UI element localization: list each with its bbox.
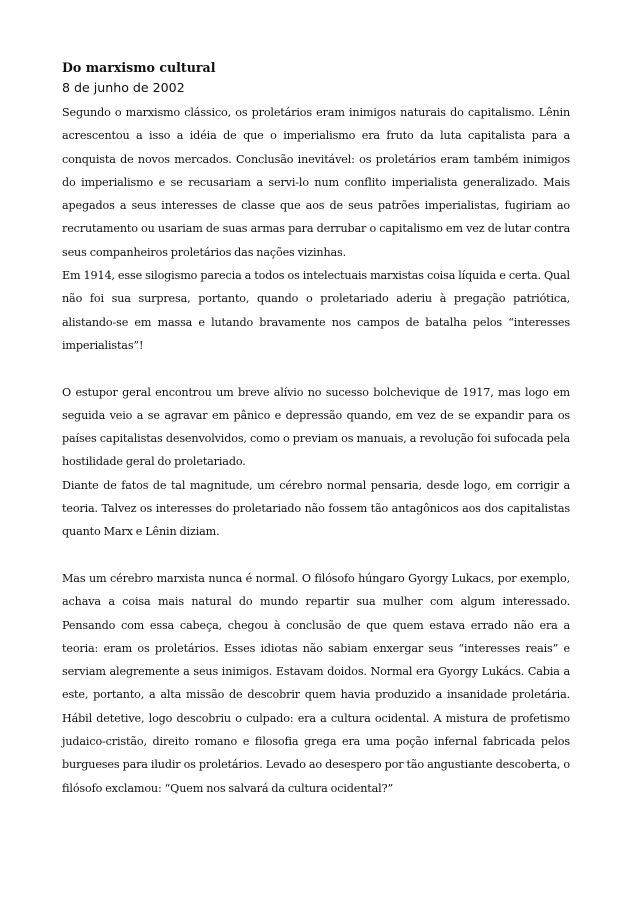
- document-date: 8 de junho de 2002: [62, 80, 185, 95]
- paragraph: Diante de fatos de tal magnitude, um cérebro normal pensaria, desde logo, em corrigir a teoria. Talvez os interesses do proletariado não fossem tão antagônicos aos dos capitalistas quanto Marx e Lênin diziam.: [62, 478, 570, 539]
- paragraph-spacer: [62, 357, 570, 380]
- paragraph: Mas um cérebro marxista nunca é normal. O filósofo húngaro Gyorgy Lukacs, por exemplo, achava a coisa mais natural do mundo repartir sua mulher com algum interessado. Pensando com essa cabeça, chegou à conclusão de que quem estava errado não era a teoria: eram os proletários. Esses idiotas não sabiam enxergar seus “interesses reais” e serviam alegremente a seus inimigos. Estavam doidos. Normal era Gyorgy Lukács. Cabia a este, portanto, a alta missão de descobrir quem havia produzido a insanidade proletária. Hábil detetive, logo descobriu o culpado: era a cultura ocidental. A mistura de profetismo judaico-cristão, direito romano e filosofia grega era uma poção infernal fabricada pelos burgueses para iludir os proletários. Levado ao desespero por tão angustiante descoberta, o filósofo exclamou: “Quem nos salvará da cultura ocidental?”: [62, 571, 570, 795]
- paragraph: O estupor geral encontrou um breve alívio no sucesso bolchevique de 1917, mas logo em seguida veio a se agravar em pânico e depressão quando, em vez de se expandir para os países capitalistas desenvolvidos, como o previam os manuais, a revolução foi sufocada pela hostilidade geral do proletariado.: [62, 385, 570, 469]
- paragraph: Em 1914, esse silogismo parecia a todos os intelectuais marxistas coisa líquida e certa. Qual não foi sua surpresa, portanto, quando o proletariado aderiu à pregação patriótica, alistando-se em massa e lutando bravamente nos campos de batalha pelos “interesses imperialistas”!: [62, 269, 570, 352]
- paragraph-spacer: [62, 544, 570, 567]
- document-page: [62, 58, 570, 800]
- paragraph: Segundo o marxismo clássico, os proletários eram inimigos naturais do capitalismo. Lênin acrescentou a isso a idéia de que o imperialismo era fruto da luta capitalista para a conquista de novos mercados. Conclusão inevitável: os proletários eram também inimigos do imperialismo e se recusariam a servi-lo num conflito imperialista generalizado. Mais apegados a seus interesses de classe que aos de seus patrões imperialistas, fugiriam ao recrutamento ou usariam de suas armas para derrubar o capitalismo em vez de lutar contra seus companheiros proletários das nações vizinhas.: [62, 106, 570, 259]
- document-title: Do marxismo cultural: [62, 60, 216, 75]
